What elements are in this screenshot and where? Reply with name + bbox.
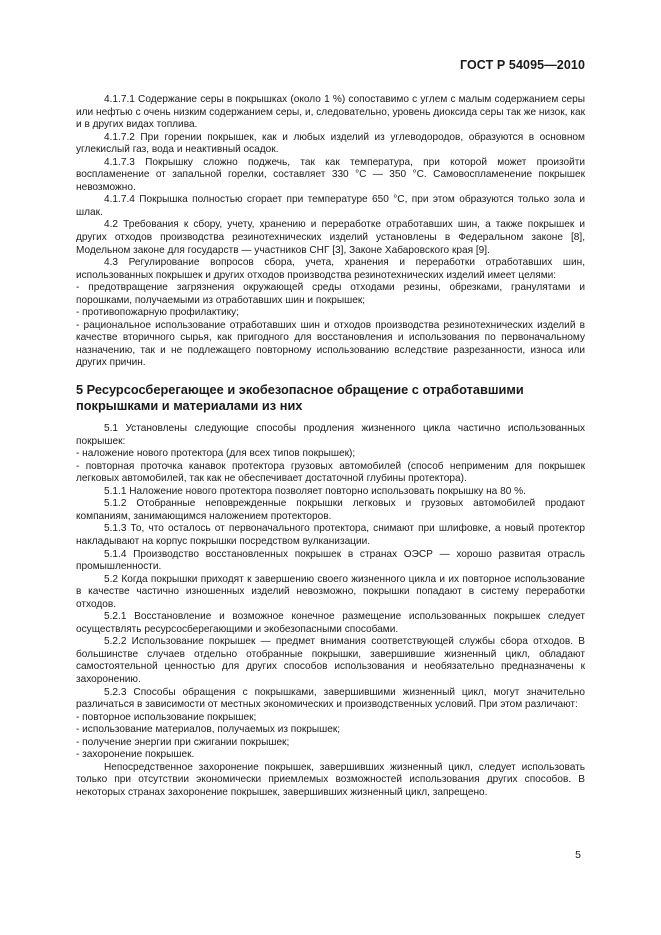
paragraph: Непосредственное захоронение покрышек, завершивших жизненный цикл, следует использовать только при отсутствии экономически приемлемых возможностей использования других способов. В некоторых странах захоронение покрышек, завершивших жизненный цикл, запрещено. [76,761,585,798]
paragraph: 5.2.2 Использование покрышек — предмет внимания соответствующей службы сбора отходов. В большинстве случаев отдельно отобранные покрышки, завершившие жизненный цикл, обладают самостоятельной ценностью для других способов использования и необязательно предназначены к захоронению. [76,636,585,685]
list-item: - повторное использование покрышек; [76,711,257,723]
paragraph: 4.1.7.1 Содержание серы в покрышках (около 1 %) сопоставимо с углем с малым содержанием серы или нефтью с очень низким содержанием серы, и, следовательно, уровень диоксида серы так же низок, как и в других видах топлива. [76,94,585,131]
list-item: - повторная проточка канавок протектора грузовых автомобилей (способ неприменим для покрышек легковых автомобилей, так как не обеспечивает достаточной глубины протектора). [76,460,585,485]
paragraph: 5.1 Установлены следующие способы продления жизненного цикла частично использованных покрышек: [76,423,585,447]
paragraph: 4.1.7.2 При горении покрышек, как и любых изделий из углеводородов, образуются в основном углекислый газ, вода и неактивный осадок. [76,131,585,156]
section-4-continuation [76,94,585,370]
page-number: 5 [575,849,581,861]
paragraph: 4.1.7.4 Покрышка полностью сгорает при температуре 650 °С, при этом образуются только зола и шлак. [76,194,585,218]
paragraph: 4.2 Требования к сбору, учету, хранению и переработке отработавших шин, а также покрышек и других отходов производства резинотехнических изделий установлены в Федеральном законе [8], Модельном законе для государств — участников СНГ [3], Законе Хабаровского края [9]. [76,219,585,256]
document-body [76,94,585,799]
document-code: ГОСТ Р 54095—2010 [459,58,585,72]
list-item: - предотвращение загрязнения окружающей среды отходами резины, обрезками, гранулятами и порошками, получаемыми из отработавших шин и покрышек; [76,282,585,306]
paragraph: 4.1.7.3 Покрышку сложно поджечь, так как температура, при которой может произойти воспламенение от запальной горелки, составляет 330 °С — 350 °С. Самовоспламенение покрышек невозможно. [76,156,585,193]
paragraph: 5.2.1 Восстановление и возможное конечное размещение использованных покрышек следует осуществлять ресурсосберегающими и экобезопасными способами. [76,611,585,635]
section-5-body [76,423,585,799]
paragraph: 5.1.2 Отобранные неповрежденные покрышки легковых и грузовых автомобилей продают компаниям, занимающимся наложением протекторов. [76,498,585,522]
paragraph: 5.1.3 То, что осталось от первоначального протектора, снимают при шлифовке, а новый протектор накладывают на корпус покрышки посредством вулканизации. [76,523,585,547]
paragraph: 5.2.3 Способы обращения с покрышками, завершившими жизненный цикл, могут значительно различаться в зависимости от местных экономических и производственных условий. При этом различают: [76,686,585,711]
list-item: - получение энергии при сжигании покрышек; [76,736,290,748]
list-item: - захоронение покрышек. [76,749,195,761]
list-item: - рациональное использование отработавших шин и отходов производства резинотехнических изделий в качестве вторичного сырья, как пригодного для восстановления и использования по первоначальному назначению, так и не подлежащего повторному использованию вследствие разрезанности, износа или других причин. [76,319,585,369]
list-item: - использование материалов, получаемых из покрышек; [76,724,341,736]
list-item: - наложение нового протектора (для всех типов покрышек); [76,448,356,460]
paragraph: 5.1.1 Наложение нового протектора позволяет повторно использовать покрышку на 80 %. [104,485,526,497]
paragraph: 4.3 Регулирование вопросов сбора, учета, хранения и переработки отработавших шин, использованных покрышек и других отходов производства резинотехнических изделий имеет целями: [76,257,585,281]
paragraph: 5.1.4 Производство восстановленных покрышек в странах ОЭСР — хорошо развитая отрасль промышленности. [76,548,585,573]
list-item: - противопожарную профилактику; [76,307,240,319]
paragraph: 5.2 Когда покрышки приходят к завершению своего жизненного цикла и их повторное использование в качестве частично изношенных изделий невозможно, покрышки попадают в систему переработки отходов. [76,573,585,610]
section-5-title: 5 Ресурсосберегающее и экобезопасное обращение с отработавшими покрышками и материалами из них [76,382,524,414]
